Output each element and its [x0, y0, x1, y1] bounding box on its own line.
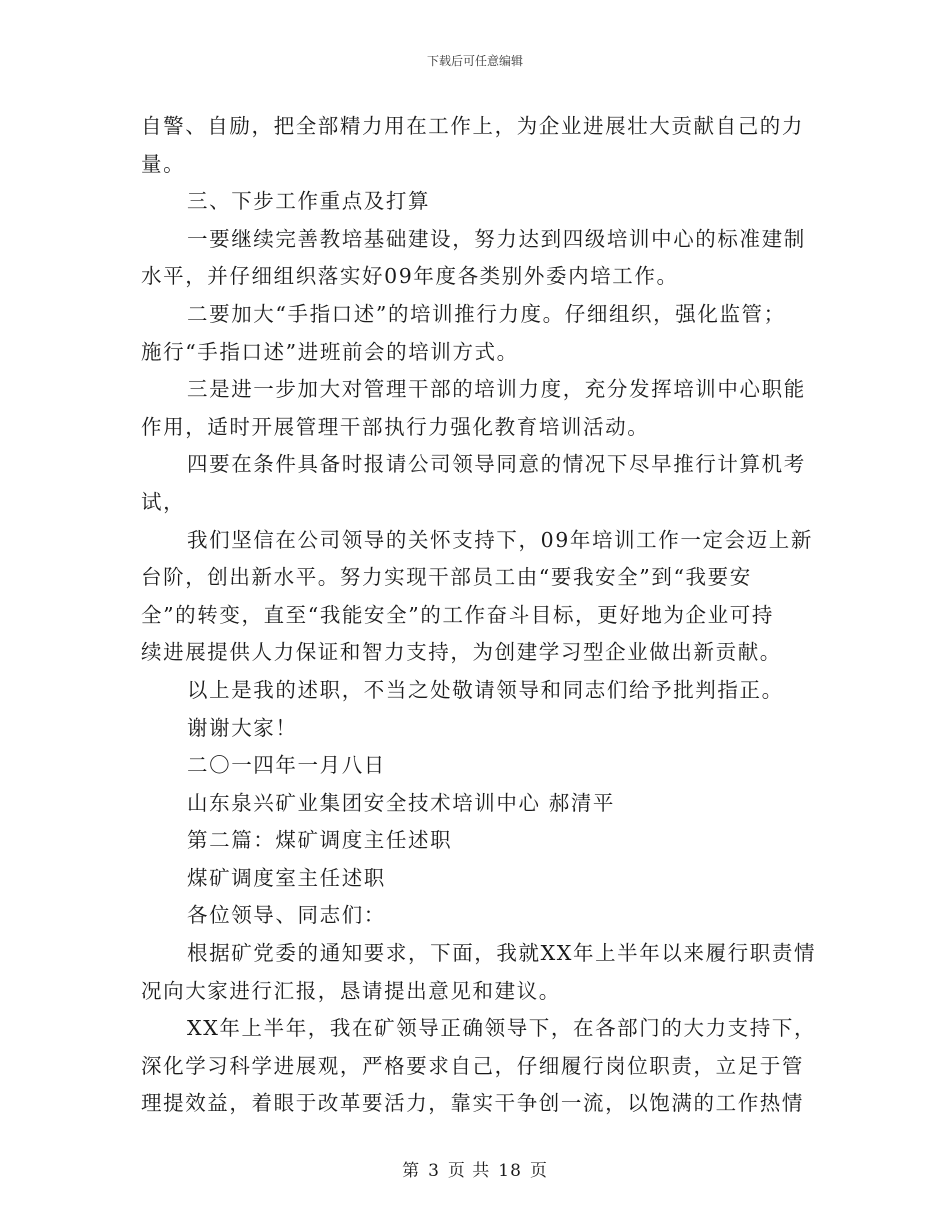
text-line: 各位领导、同志们： [187, 903, 386, 928]
text-line: 我们坚信在公司领导的关怀支持下，09年培训工作一定会迈上新 [187, 527, 813, 552]
text-line: 全”的转变，直至“我能安全”的工作奋斗目标，更好地为企业可持 [141, 602, 774, 627]
text-line: 理提效益，着眼于改革要活力，靠实干争创一流，以饱满的工作热情 [141, 1091, 804, 1116]
text-line: 况向大家进行汇报，恳请提出意见和建议。 [141, 978, 561, 1003]
text-line: 量。 [141, 151, 186, 176]
text-line: 以上是我的述职，不当之处敬请领导和同志们给予批判指正。 [187, 677, 784, 702]
text-line: 施行“手指口述”进班前会的培训方式。 [141, 339, 519, 364]
text-line: 四要在条件具备时报请公司领导同意的情况下尽早推行计算机考 [187, 452, 806, 477]
text-line: 山东泉兴矿业集团安全技术培训中心 郝清平 [187, 790, 616, 815]
footer-suffix: 页 [529, 1161, 548, 1181]
text-line: 三是进一步加大对管理干部的培训力度，充分发挥培训中心职能 [187, 377, 806, 402]
footer-prefix: 第 [402, 1161, 421, 1181]
text-line: 作用，适时开展管理干部执行力强化教育培训活动。 [141, 414, 650, 439]
text-line: 二〇一四年一月八日 [187, 753, 386, 778]
text-line: XX年上半年，我在矿领导正确领导下，在各部门的大力支持下， [187, 1016, 817, 1041]
text-line: 试， [141, 489, 186, 514]
text-line: 自警、自励，把全部精力用在工作上，为企业进展壮大贡献自己的力 [141, 114, 804, 138]
total-page-count: 18 [498, 1161, 522, 1181]
text-line: 三、下步工作重点及打算 [187, 189, 431, 214]
text-line: 台阶，创出新水平。努力实现干部员工由“要我安全”到“我要安 [141, 565, 752, 590]
text-line: 水平，并仔细组织落实好09年度各类别外委内培工作。 [141, 264, 679, 289]
page-header: 下载后可任意编辑 [426, 54, 523, 68]
text-line: 根据矿党委的通知要求，下面，我就XX年上半年以来履行职责情 [187, 941, 817, 966]
text-line: 谢谢大家！ [187, 715, 298, 740]
document-body [141, 108, 817, 1123]
text-line: 深化学习科学进展观，严格要求自己，仔细履行岗位职责，立足于管 [141, 1053, 804, 1078]
current-page-number: 3 [428, 1161, 440, 1181]
text-line: 续进展提供人力保证和智力支持，为创建学习型企业做出新贡献。 [141, 640, 782, 665]
footer-mid: 页 共 [447, 1161, 491, 1181]
text-line: 一要继续完善教培基础建设，努力达到四级培训中心的标准建制 [187, 226, 806, 251]
page-footer [0, 1156, 950, 1181]
text-line: 煤矿调度室主任述职 [187, 865, 386, 890]
text-line: 二要加大“手指口述”的培训推行力度。仔细组织，强化监管； [187, 301, 786, 326]
text-line: 第二篇：煤矿调度主任述职 [187, 828, 453, 853]
